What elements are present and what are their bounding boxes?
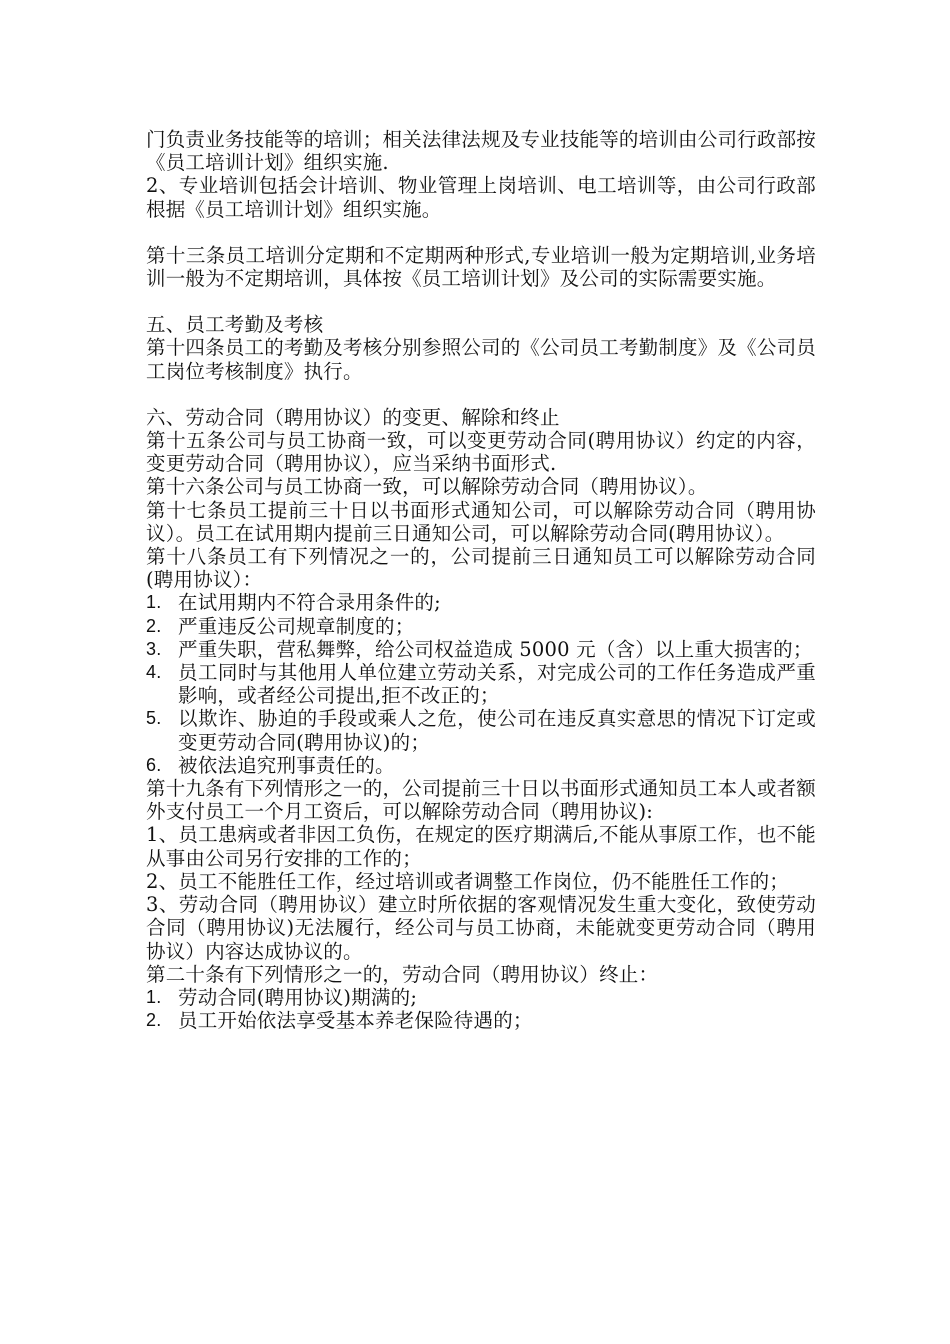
list-text: 被依法追究刑事责任的。 — [178, 753, 395, 777]
list-item — [146, 707, 816, 753]
list-number: 2. — [146, 1010, 162, 1031]
list-text: 以欺诈、胁迫的手段或乘人之危，使公司在违反真实意思的情况下订定或变更劳动合同(聘用协议)的； — [178, 707, 816, 754]
list-item — [146, 1009, 816, 1032]
paragraph-professional-training: 2、专业培训包括会计培训、物业管理上岗培训、电工培训等，由公司行政部根据《员工培训计划》组织实施。 — [146, 174, 816, 221]
list-text: 严重违反公司规章制度的； — [178, 614, 415, 638]
article-18-list — [146, 591, 816, 777]
list-text: 员工同时与其他用人单位建立劳动关系，对完成公司的工作任务造成严重影响，或者经公司提出,拒不改正的； — [178, 661, 816, 708]
article-15: 第十五条公司与员工协商一致，可以变更劳动合同(聘用协议）约定的内容，变更劳动合同（聘用协议），应当采纳书面形式. — [146, 429, 816, 476]
list-number: 5. — [146, 708, 162, 729]
article-13: 第十三条员工培训分定期和不定期两种形式,专业培训一般为定期培训,业务培训一般为不定期培训，具体按《员工培训计划》及公司的实际需要实施。 — [146, 243, 816, 291]
blank-line — [146, 221, 816, 244]
article-16: 第十六条公司与员工协商一致，可以解除劳动合同（聘用协议）。 — [146, 475, 708, 499]
article-19-item-2: 2、员工不能胜任工作，经过培训或者调整工作岗位，仍不能胜任工作的； — [146, 869, 790, 893]
list-number: 3. — [146, 638, 162, 659]
section-5-heading: 五、员工考勤及考核 — [146, 313, 324, 337]
section-6-heading: 六、劳动合同（聘用协议）的变更、解除和终止 — [146, 405, 560, 429]
article-19-item-1: 1、员工患病或者非因工负伤，在规定的医疗期满后,不能从事原工作，也不能从事由公司另行安排的工作的； — [146, 823, 816, 870]
blank-line — [146, 383, 816, 406]
article-18: 第十八条员工有下列情况之一的，公司提前三日通知员工可以解除劳动合同(聘用协议）： — [146, 545, 816, 592]
list-item — [146, 661, 816, 707]
list-item — [146, 638, 816, 661]
list-text: 在试用期内不符合录用条件的; — [178, 591, 441, 615]
article-19-item-3: 3、劳动合同（聘用协议）建立时所依据的客观情况发生重大变化，致使劳动合同（聘用协议)无法履行，经公司与员工协商，未能就变更劳动合同（聘用协议）内容达成协议的。 — [146, 893, 816, 963]
list-number: 6. — [146, 754, 162, 775]
list-number: 1. — [146, 592, 162, 613]
list-item — [146, 986, 816, 1009]
list-number: 2. — [146, 615, 162, 636]
paragraph-training-responsibility: 门负责业务技能等的培训；相关法律法规及专业技能等的培训由公司行政部按《员工培训计划》组织实施. — [146, 128, 816, 175]
list-item — [146, 754, 816, 777]
list-item — [146, 615, 816, 638]
list-text: 劳动合同(聘用协议)期满的; — [178, 985, 418, 1009]
article-17: 第十七条员工提前三十日以书面形式通知公司，可以解除劳动合同（聘用协议）。员工在试用期内提前三日通知公司，可以解除劳动合同(聘用协议）。 — [146, 498, 816, 545]
article-19: 第十九条有下列情形之一的，公司提前三十日以书面形式通知员工本人或者额外支付员工一个月工资后，可以解除劳动合同（聘用协议): — [146, 777, 816, 824]
list-text: 严重失职，营私舞弊，给公司权益造成 5000 元（含）以上重大损害的； — [178, 637, 813, 661]
article-20: 第二十条有下列情形之一的，劳动合同（聘用协议）终止： — [146, 962, 659, 986]
document-page — [146, 128, 816, 1032]
list-number: 4. — [146, 662, 162, 683]
list-number: 1. — [146, 986, 162, 1007]
blank-line — [146, 290, 816, 313]
article-20-list — [146, 986, 816, 1032]
list-text: 员工开始依法享受基本养老保险待遇的； — [178, 1009, 533, 1033]
list-item — [146, 591, 816, 614]
article-14: 第十四条员工的考勤及考核分别参照公司的《公司员工考勤制度》及《公司员工岗位考核制度》执行。 — [146, 336, 816, 383]
